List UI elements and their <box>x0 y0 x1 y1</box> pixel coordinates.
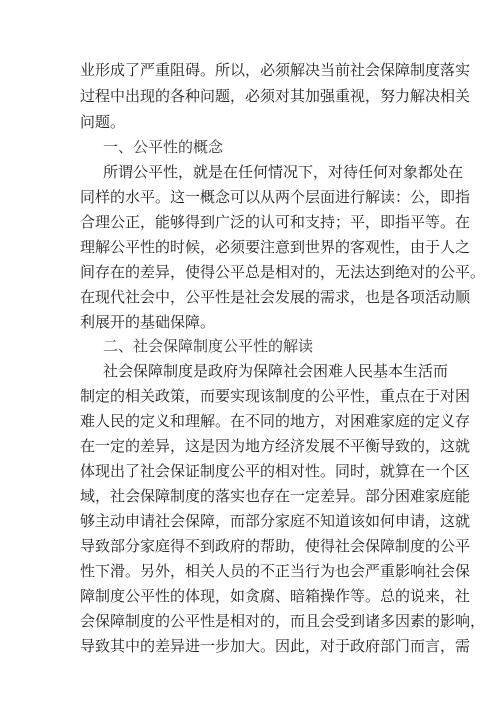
paragraph-line: 合理公正，能够得到广泛的认可和支持；平，即指平等。在 <box>80 213 471 231</box>
paragraph-line: 间存在的差异，使得公平总是相对的，无法达到绝对的公平。 <box>80 263 486 281</box>
paragraph-line: 社会保障制度是政府为保障社会困难人民基本生活而 <box>103 362 449 380</box>
paragraph-line: 体现出了社会保证制度公平的相对性。同时，就算在一个区 <box>80 462 471 480</box>
paragraph-line: 在现代社会中，公平性是社会发展的需求，也是各项活动顺 <box>80 288 471 306</box>
section-heading: 二、社会保障制度公平性的解读 <box>103 337 314 355</box>
paragraph-line: 够主动申请社会保障，而部分家庭不知道该如何申请，这就 <box>80 512 471 530</box>
paragraph-line: 域，社会保障制度的落实也存在一定差异。部分困难家庭能 <box>80 487 471 505</box>
paragraph-line: 利展开的基础保障。 <box>80 313 216 331</box>
paragraph-line: 导致部分家庭得不到政府的帮助，使得社会保障制度的公平 <box>80 537 471 555</box>
paragraph-line: 业形成了严重阻碍。所以，必须解决当前社会保障制度落实 <box>80 61 471 79</box>
paragraph-line: 同样的水平。这一概念可以从两个层面进行解读：公，即指 <box>80 188 471 206</box>
paragraph-line: 所谓公平性，就是在任何情况下，对待任何对象都处在 <box>103 163 464 181</box>
paragraph-line: 会保障制度的公平性是相对的，而且会受到诸多因素的影响， <box>80 612 486 630</box>
paragraph-line: 过程中出现的各种问题，必须对其加强重视，努力解决相关 <box>80 87 471 105</box>
paragraph-line: 在一定的差异，这是因为地方经济发展不平衡导致的，这就 <box>80 437 471 455</box>
paragraph-line: 制定的相关政策，而要实现该制度的公平性，重点在于对困 <box>80 387 471 405</box>
paragraph-line: 问题。 <box>80 113 126 131</box>
paragraph-line: 理解公平性的时候，必须要注意到世界的客观性，由于人之 <box>80 238 471 256</box>
paragraph-line: 难人民的定义和理解。在不同的地方，对困难家庭的定义存 <box>80 412 471 430</box>
paragraph-line: 障制度公平性的体现，如贪腐、暗箱操作等。总的说来，社 <box>80 587 471 605</box>
paragraph-line: 性下滑。另外，相关人员的不正当行为也会严重影响社会保 <box>80 562 471 580</box>
section-heading: 一、公平性的概念 <box>103 138 224 156</box>
paragraph-line: 导致其中的差异进一步加大。因此，对于政府部门而言，需 <box>80 637 471 655</box>
